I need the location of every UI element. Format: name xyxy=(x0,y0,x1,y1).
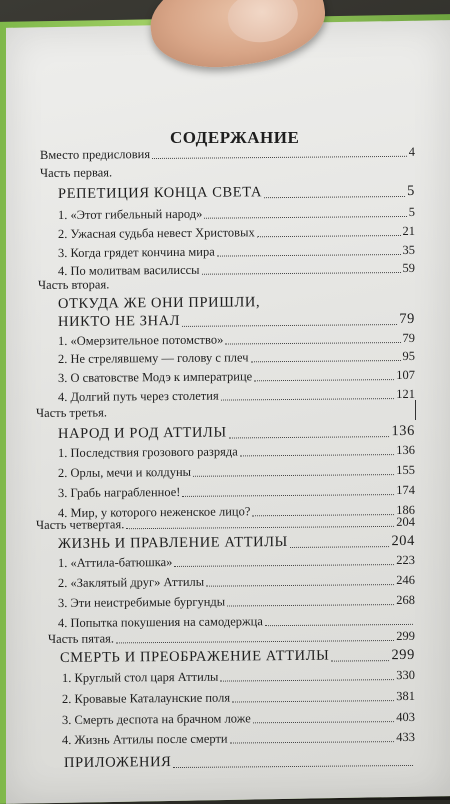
entry-label: 3. Эти неистребимые бургунды xyxy=(57,594,226,610)
leader-dots xyxy=(225,342,400,345)
entry-page: 433 xyxy=(396,729,416,745)
entry-label: 3. Смерть деспота на брачном ложе xyxy=(61,711,251,727)
part-2-heading-line1: ОТКУДА ЖЕ ОНИ ПРИШЛИ, xyxy=(57,294,261,312)
leader-dots xyxy=(240,454,395,456)
leader-dots xyxy=(253,721,395,723)
entry-page: 330 xyxy=(396,667,416,683)
entry-label: 4. Мир, у которого неженское лицо? xyxy=(57,504,251,520)
part-label-text: Часть четвертая. xyxy=(35,517,125,532)
heading-page: 136 xyxy=(391,422,416,440)
part-2-heading xyxy=(58,311,415,331)
leader-dots xyxy=(217,254,401,257)
entry-page: 79 xyxy=(402,330,416,345)
leader-dots xyxy=(193,474,394,477)
entry-label: 3. Когда грядет кончина мира xyxy=(57,244,215,260)
entry-page: 121 xyxy=(396,386,416,402)
leader-dots xyxy=(254,379,394,381)
entry-page: 59 xyxy=(402,260,416,275)
entry-label: 4. Жизнь Аттилы после смерти xyxy=(61,731,228,747)
leader-dots xyxy=(229,436,390,438)
chapter-1-1 xyxy=(58,205,415,223)
chapter-3-1 xyxy=(58,443,415,461)
heading-page: 79 xyxy=(399,310,416,328)
leader-dots xyxy=(220,679,394,682)
entry-label: 1. «Этот гибельный народ» xyxy=(57,206,203,222)
chapter-2-1 xyxy=(58,331,415,349)
chapter-4-2 xyxy=(58,573,415,591)
heading-text: НИКТО НЕ ЗНАЛ xyxy=(57,312,181,330)
leader-dots xyxy=(257,235,401,237)
leader-dots xyxy=(232,700,394,702)
part-label-page: 204 xyxy=(396,514,416,529)
entry-label: 3. Грабь награбленное! xyxy=(57,484,181,500)
part-3-label: Часть третья. xyxy=(35,405,108,420)
entry-label: 4. Попытка покушения на самодержца xyxy=(57,614,263,630)
heading-page: 5 xyxy=(407,182,416,199)
heading-text: ЖИЗНЬ И ПРАВЛЕНИЕ АТТИЛЫ xyxy=(57,533,288,552)
leader-dots xyxy=(265,624,413,626)
entry-page: 246 xyxy=(396,572,416,588)
toc-entry-preface xyxy=(40,145,415,163)
part-3-heading xyxy=(58,423,415,443)
leader-dots xyxy=(173,765,413,768)
chapter-4-3 xyxy=(58,593,415,611)
heading-page: 299 xyxy=(391,646,416,664)
entry-page: 21 xyxy=(402,223,416,238)
entry-label: 1. Последствия грозового разряда xyxy=(57,444,238,460)
entry-page: 186 xyxy=(396,502,416,518)
entry-page: 4 xyxy=(408,144,416,159)
entry-page: 95 xyxy=(402,348,416,363)
entry-page: 381 xyxy=(396,688,416,704)
chapter-4-1 xyxy=(58,553,415,571)
entry-label: 4. По молитвам василиссы xyxy=(57,262,200,278)
entry-page: 136 xyxy=(396,442,416,458)
entry-label: ПРИЛОЖЕНИЯ xyxy=(63,754,172,771)
heading-text: СМЕРТЬ И ПРЕОБРАЖЕНИЕ АТТИЛЫ xyxy=(59,647,330,666)
entry-page: 35 xyxy=(402,242,416,257)
leader-dots xyxy=(202,272,401,275)
entry-label: 2. Орлы, мечи и колдуны xyxy=(57,464,192,480)
part-5-label xyxy=(48,629,415,647)
heading-text: РЕПЕТИЦИЯ КОНЦА СВЕТА xyxy=(57,184,263,202)
chapter-1-2 xyxy=(58,224,415,242)
part-1-heading xyxy=(58,183,415,203)
leader-dots xyxy=(126,526,394,529)
leader-dots xyxy=(182,494,394,497)
entry-label: 4. Долгий путь через столетия xyxy=(57,388,219,404)
part-label-text: Часть пятая. xyxy=(47,631,115,646)
entry-label: Вместо предисловия xyxy=(39,147,151,162)
chapter-5-1 xyxy=(62,668,415,686)
rule xyxy=(415,400,416,420)
entry-label: 2. «Заклятый друг» Аттилы xyxy=(57,574,205,590)
leader-dots xyxy=(116,640,394,643)
entry-page: 155 xyxy=(396,462,416,478)
entry-label: 1. «Аттила-батюшка» xyxy=(57,555,173,570)
entry-page: 268 xyxy=(396,592,416,608)
leader-dots xyxy=(206,584,394,587)
part-5-heading xyxy=(60,647,415,667)
chapter-2-3 xyxy=(58,368,415,386)
entry-label: 2. Кровавые Каталаунские поля xyxy=(61,690,231,706)
chapter-3-2 xyxy=(58,463,415,481)
leader-dots xyxy=(251,360,401,362)
entry-page: 174 xyxy=(396,482,416,498)
chapter-5-3 xyxy=(62,710,415,728)
part-1-label: Часть первая. xyxy=(39,165,113,180)
leader-dots xyxy=(174,564,394,567)
leader-dots xyxy=(230,741,395,743)
part-4-label xyxy=(36,515,415,533)
entry-label: 2. Не стрелявшему — голову с плеч xyxy=(57,350,249,366)
leader-dots xyxy=(264,196,405,198)
chapter-3-3 xyxy=(58,483,415,501)
part-label-page: 299 xyxy=(396,628,416,643)
leader-dots xyxy=(204,216,406,219)
heading-page: 204 xyxy=(391,532,416,550)
chapter-1-4 xyxy=(58,261,415,279)
leader-dots xyxy=(331,660,389,662)
toc-title: СОДЕРЖАНИЕ xyxy=(170,128,300,147)
chapter-1-3 xyxy=(58,243,415,261)
leader-dots xyxy=(152,156,407,159)
part-4-heading xyxy=(58,533,415,553)
toc-entry-appendix xyxy=(64,752,415,772)
entry-page: 403 xyxy=(396,709,416,725)
entry-label: 1. Круглый стол царя Аттилы xyxy=(61,669,219,685)
chapter-5-4 xyxy=(62,730,415,748)
entry-page: 223 xyxy=(396,552,416,568)
entry-label: 2. Ужасная судьба невест Христовых xyxy=(57,225,255,241)
leader-dots xyxy=(221,398,395,401)
entry-page: 5 xyxy=(408,204,416,219)
entry-page: 107 xyxy=(396,367,416,383)
heading-text: НАРОД И РОД АТТИЛЫ xyxy=(57,424,227,442)
leader-dots xyxy=(227,604,394,606)
chapter-5-2 xyxy=(62,689,415,707)
part-2-label: Часть вторая. xyxy=(37,277,110,292)
entry-label: 3. О сватовстве Модэ к императрице xyxy=(57,369,253,385)
entry-label: 1. «Омерзительное потомство» xyxy=(57,332,224,348)
chapter-2-2 xyxy=(58,349,415,367)
leader-dots xyxy=(182,324,397,327)
leader-dots xyxy=(290,546,390,548)
chapter-2-4 xyxy=(58,387,415,405)
